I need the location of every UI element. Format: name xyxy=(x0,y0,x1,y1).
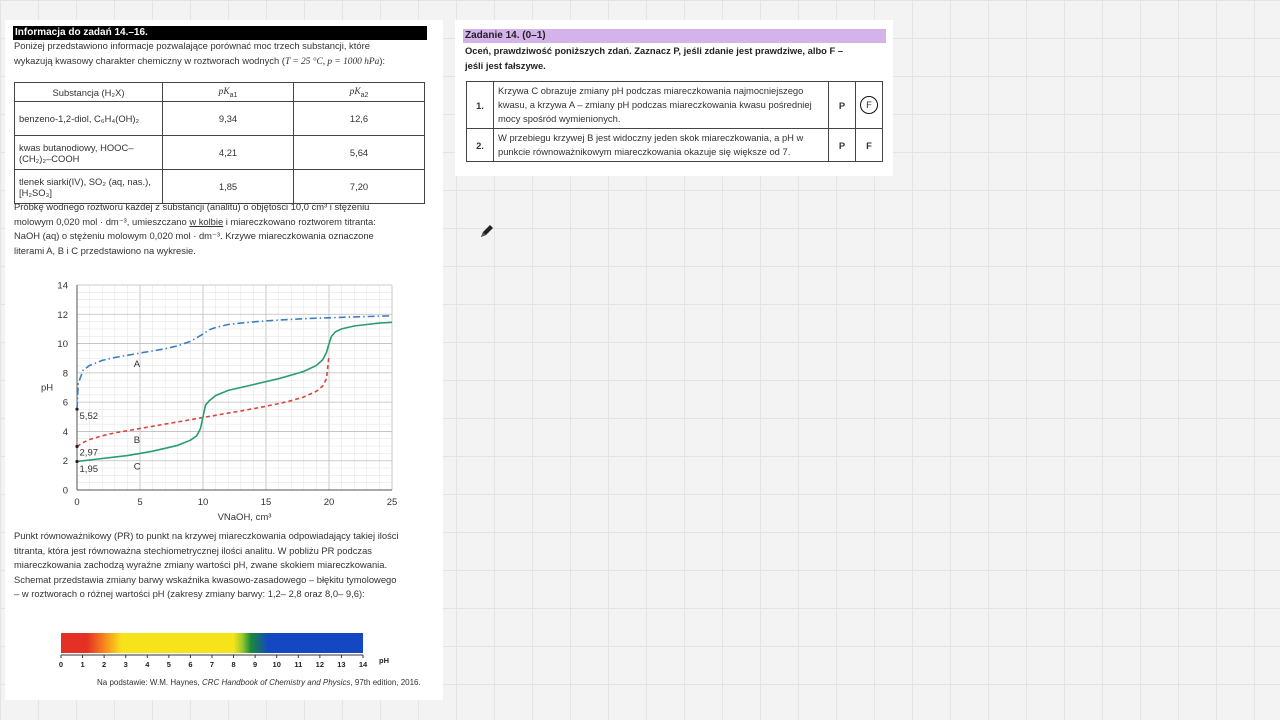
y-tick-label: 12 xyxy=(57,309,68,321)
info-header: Informacja do zadań 14.–16. xyxy=(13,26,427,40)
statement-number: 1. xyxy=(467,82,494,129)
ph-scale-label: 14 xyxy=(358,660,368,669)
eq-line-1: Punkt równoważnikowy (PR) to punkt na krzywej miareczkowania odpowiadający takiej ilości xyxy=(14,530,399,541)
ph-scale-label: 13 xyxy=(337,660,346,669)
pka1-value: 4,21 xyxy=(163,136,294,170)
flask-text: w kolbie xyxy=(189,215,224,227)
chart-annotation: 1,95 xyxy=(79,463,99,475)
header-pka1: $pK_{a1}$ xyxy=(163,83,294,102)
ph-scale-label: 3 xyxy=(123,660,128,669)
statement-row xyxy=(467,129,883,162)
substance-name: benzeno-1,2-diol, C₆H₄(OH)₂ xyxy=(15,102,163,136)
x-tick-label: 20 xyxy=(323,497,335,508)
pka2-value: 5,64 xyxy=(294,136,425,170)
series-c-line xyxy=(77,322,392,461)
series-c-start-point xyxy=(75,460,78,463)
ph-color-scale xyxy=(50,630,400,674)
instr-line-1: Oceń, prawdziwość poniższych zdań. Zaznacz P, jeśli zdanie jest prawdziwe, albo F – xyxy=(465,45,844,56)
chart-annotation: B xyxy=(133,435,141,447)
ph-scale-label: 1 xyxy=(80,660,85,669)
intro-line-1: Poniżej przedstawiono informacje pozwalające porównać moc trzech substancji, które xyxy=(14,40,370,51)
titration-chart xyxy=(25,278,405,528)
statement-number: 2. xyxy=(467,129,494,162)
ph-scale-label: 6 xyxy=(188,660,193,669)
y-tick-label: 10 xyxy=(57,339,68,351)
chart-annotation: 5,52 xyxy=(79,411,99,423)
sample-line-2: molowym 0,020 mol · dm⁻³, umieszczano w kolbie i miareczkowano roztworem titranta: xyxy=(14,215,376,227)
ph-scale-label: 12 xyxy=(315,660,325,669)
substance-name: tlenek siarki(IV), SO₂ (aq, nas.), [H₂SO₃] xyxy=(15,170,163,204)
task-instructions xyxy=(465,44,885,73)
x-tick-label: 15 xyxy=(260,497,272,508)
circled-answer: F xyxy=(860,96,878,114)
task-header: Zadanie 14. (0–1) xyxy=(463,29,886,43)
eq-line-3: miareczkowania zachodzą wyraźne zmiany wartości pH, zwane skokiem miareczkowania. xyxy=(14,559,388,570)
y-tick-label: 8 xyxy=(62,368,68,380)
pka2-value: 12,6 xyxy=(294,102,425,136)
table-row xyxy=(15,102,425,136)
chart-series xyxy=(75,316,392,463)
ph-scale-label: 2 xyxy=(102,660,107,669)
intro-line-2: wykazują kwasowy charakter chemiczny w roztworach wodnych (T = 25 °C, p = 1000 hPa): xyxy=(14,54,386,67)
pka2-value: 7,20 xyxy=(294,170,425,204)
x-tick-label: 10 xyxy=(197,497,209,508)
sample-paragraph xyxy=(14,200,429,258)
substance-name: kwas butanodiowy, HOOC–(CH₂)₂–COOH xyxy=(15,136,163,170)
ph-scale-label: 4 xyxy=(145,660,150,669)
ph-scale-unit: pH xyxy=(379,656,389,665)
header-substance: Substancja (H₂X) xyxy=(15,83,163,102)
y-tick-label: 14 xyxy=(57,280,68,292)
y-tick-label: 4 xyxy=(62,426,68,438)
chart-annotation: C xyxy=(133,461,141,473)
x-tick-label: 25 xyxy=(386,497,398,508)
pka1-value: 9,34 xyxy=(163,102,294,136)
series-a-start-point xyxy=(75,408,78,411)
x-tick-label: 5 xyxy=(137,497,143,508)
source-note: Na podstawie: W.M. Haynes, CRC Handbook of Chemistry and Physics, 97th edition, 2016. xyxy=(97,678,421,687)
ph-scale-label: 0 xyxy=(58,660,64,669)
table-row xyxy=(15,170,425,204)
y-axis-label: pH xyxy=(41,382,54,394)
statement-text: Krzywa C obrazuje zmiany pH podczas miareczkowania najmocniejszego kwasu, a krzywa A – zmiany pH podczas miareczkowania kwasu pośredniej mocy spośród wymienionych. xyxy=(494,82,829,129)
ph-scale-label: 9 xyxy=(253,660,258,669)
info-page xyxy=(5,20,443,700)
equivalence-paragraph xyxy=(14,529,429,602)
intro-paragraph xyxy=(14,39,429,69)
ph-scale-label: 7 xyxy=(209,660,215,669)
header-pka2: $pK_{a2}$ xyxy=(294,83,425,102)
pka-table xyxy=(14,82,425,204)
option-p-2[interactable]: P xyxy=(829,129,856,162)
option-p-1[interactable]: P xyxy=(829,82,856,129)
chart-grid xyxy=(77,285,392,490)
ph-scale-label: 11 xyxy=(294,660,303,669)
x-tick-label: 0 xyxy=(74,497,80,508)
y-tick-label: 0 xyxy=(62,485,68,497)
ph-scale-label: 8 xyxy=(231,660,236,669)
eq-line-4: Schemat przedstawia zmiany barwy wskaźnika kwasowo-zasadowego – błękitu tymolowego xyxy=(14,573,397,585)
table-row xyxy=(15,136,425,170)
series-b-start-point xyxy=(75,445,78,448)
x-axis-label: VNaOH, cm³ xyxy=(217,512,272,523)
y-tick-label: 2 xyxy=(62,456,68,468)
pen-icon[interactable] xyxy=(478,222,496,240)
option-f-2[interactable]: F xyxy=(856,129,883,162)
ph-scale-label: 10 xyxy=(272,660,281,669)
sample-line-3: NaOH (aq) o stężeniu molowym 0,020 mol · dm⁻³. Krzywe miareczkowania oznaczone xyxy=(14,230,374,241)
true-false-table xyxy=(466,81,883,162)
conditions-text: T = 25 °C, p = 1000 hPa xyxy=(284,56,380,67)
statement-text: W przebiegu krzywej B jest widoczny jeden skok miareczkowania, a pH w punkcie równoważnikowym miareczkowania okazuje się większe od 7. xyxy=(494,129,829,162)
y-tick-label: 6 xyxy=(62,397,68,409)
eq-line-2: titranta, która jest równoważna stechiometrycznej ilości analitu. W pobliżu PR podczas xyxy=(14,544,372,556)
ph-scale-label: 5 xyxy=(166,660,171,669)
chart-annotation: A xyxy=(133,359,141,371)
ph-color-bar xyxy=(61,633,363,653)
sample-line-1: Próbkę wodnego roztworu każdej z substancji (analitu) o objętości 10,0 cm³ i stężeniu xyxy=(14,201,370,212)
option-f-1[interactable] xyxy=(856,82,883,129)
chart-annotation: 2,97 xyxy=(79,447,99,459)
instr-line-2: jeśli jest fałszywe. xyxy=(465,59,546,71)
pka1-value: 1,85 xyxy=(163,170,294,204)
sample-line-4: literami A, B i C przedstawiono na wykresie. xyxy=(14,244,196,256)
source-title: CRC Handbook of Chemistry and Physics xyxy=(201,678,351,687)
task-page xyxy=(455,20,893,176)
eq-line-5: – w roztworach o różnej wartości pH (zakresy zmiany barwy: 1,2– 2,8 oraz 8,0– 9,6): xyxy=(14,588,365,599)
statement-row xyxy=(467,82,883,129)
series-a-line xyxy=(77,316,392,409)
